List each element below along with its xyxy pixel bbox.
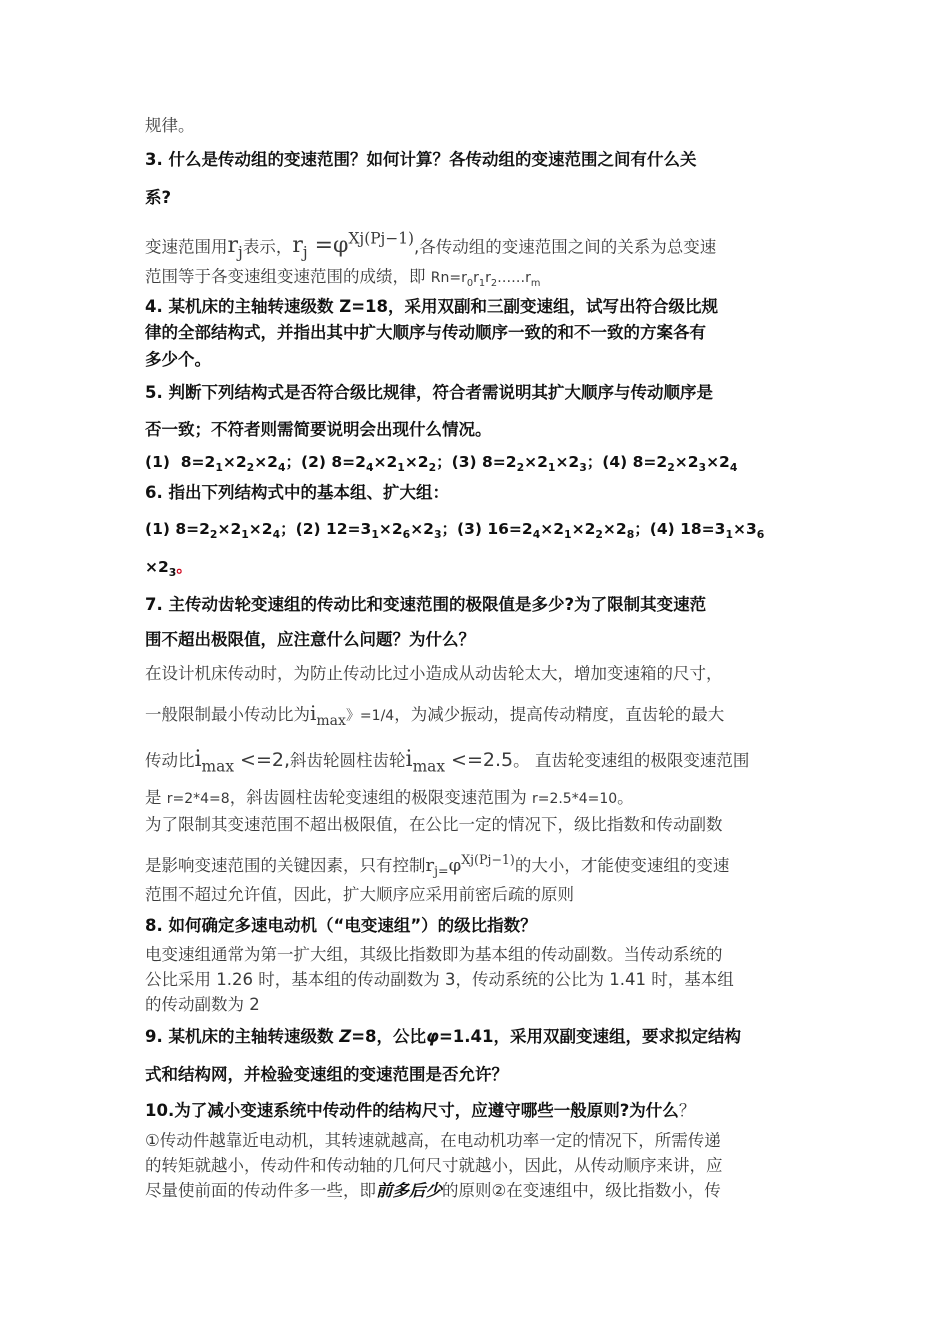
question-5-line-1: 5. 判断下列结构式是否符合级比规律，符合者需说明其扩大顺序与传动顺序是 bbox=[145, 383, 713, 402]
answer-8-line-2: 公比采用 1.26 时，基本组的传动副数为 3，传动系统的公比为 1.41 时，基本组 bbox=[145, 970, 734, 989]
answer-7-line-3: 传动比$i_{max} <=2$,斜齿轮圆柱齿轮$i_{max} <=2.5$。 直齿轮变速组的极限变速范围 bbox=[145, 747, 750, 776]
question-6: 6. 指出下列结构式中的基本组、扩大组： bbox=[145, 483, 449, 502]
question-6-formulas: (1) $8=2_2\times 2_1\times 2_4$；(2) $12=3_1\times 2_6\times 2_3$；(3) $16=2_4\times 2_1\times 2_2\times 2_8$；(4) $18=3_1\times 3_6$ bbox=[145, 520, 765, 542]
question-4-line-3: 多少个。 bbox=[145, 350, 211, 369]
question-4-line-1: 4. 某机床的主轴转速级数 Z=18，采用双副和三副变速组，试写出符合级比规 bbox=[145, 297, 718, 316]
question-7-line-2: 围不超出极限值，应注意什么问题？为什么？ bbox=[145, 630, 475, 649]
question-9-line-2: 式和结构网，并检验变速组的变速范围是否允许？ bbox=[145, 1065, 508, 1084]
answer-7-line-2: 一般限制最小传动比为$i_{max}$》=1/4，为减少振动，提高传动精度，直齿轮的最大 bbox=[145, 701, 725, 729]
question-10: 10.为了减小变速系统中传动件的结构尺寸，应遵守哪些一般原则?为什么？ bbox=[145, 1101, 696, 1120]
question-8: 8. 如何确定多速电动机（“电变速组”）的级比指数？ bbox=[145, 916, 537, 935]
answer-3-line-1: 变速范围用$r_j$表示，$r_j =\varphi^{Xj(Pj-1)}$,各传动组的变速范围之间的关系为总变速 bbox=[145, 230, 717, 262]
paragraph-continuation: 规律。 bbox=[145, 116, 195, 135]
answer-10-line-4: 尽量使前面的传动件多一些，即前多后少的原则②在变速组中，级比指数小，传 bbox=[145, 1181, 721, 1200]
answer-10-line-2: ①传动件越靠近电动机，其转速就越高，在电动机功率一定的情况下，所需传递 bbox=[145, 1131, 721, 1150]
document-page bbox=[145, 110, 810, 1203]
answer-8-line-3: 的传动副数为 2 bbox=[145, 995, 260, 1014]
question-9-line-1: 9. 某机床的主轴转速级数 Z=8，公比φ=1.41，采用双副变速组，要求拟定结构 bbox=[145, 1027, 741, 1046]
question-3-line-2: 系? bbox=[145, 188, 172, 207]
answer-7-line-1: 在设计机床传动时，为防止传动比过小造成从动齿轮太大，增加变速箱的尺寸， bbox=[145, 664, 723, 683]
answer-7-line-6: 是影响变速范围的关键因素，只有控制$r_{j=}\varphi^{Xj(Pj-1)}$的大小，才能使变速组的变速 bbox=[145, 852, 730, 879]
answer-7-line-4: 是 r=2*4=8，斜齿圆柱齿轮变速组的极限变速范围为 r=2.5*4=10。 bbox=[145, 788, 634, 807]
answer-3-line-2: 范围等于各变速组变速范围的成绩，即 $Rn=r_0r_1r_2\dots\dots r_m$ bbox=[145, 267, 541, 289]
answer-8-line-1: 电变速组通常为第一扩大组，其级比指数即为基本组的传动副数。当传动系统的 bbox=[145, 945, 723, 964]
answer-7-line-7: 范围不超过允许值，因此，扩大顺序应采用前密后疏的原则 bbox=[145, 885, 574, 904]
question-6-formulas-cont: $\times 2_3$。 bbox=[145, 558, 192, 580]
question-7-line-1: 7. 主传动齿轮变速组的传动比和变速范围的极限值是多少?为了限制其变速范 bbox=[145, 595, 707, 614]
answer-7-line-5: 为了限制其变速范围不超出极限值，在公比一定的情况下，级比指数和传动副数 bbox=[145, 815, 723, 834]
question-5-formulas: (1) $8=2_1\times 2_2\times 2_4$；(2) $8=2_4\times 2_1\times 2_2$；(3) $8=2_2\times 2_1\times 2_3$；(4) $8=2_2\times 2_3\times 2_4$ bbox=[145, 453, 738, 475]
question-5-line-2: 否一致；不符者则需简要说明会出现什么情况。 bbox=[145, 420, 492, 439]
answer-10-line-3: 的转矩就越小，传动件和传动轴的几何尺寸就越小，因此，从传动顺序来讲，应 bbox=[145, 1156, 723, 1175]
question-3-line-1: 3. 什么是传动组的变速范围？如何计算？各传动组的变速范围之间有什么关 bbox=[145, 150, 697, 169]
question-4-line-2: 律的全部结构式，并指出其中扩大顺序与传动顺序一致的和不一致的方案各有 bbox=[145, 323, 706, 342]
